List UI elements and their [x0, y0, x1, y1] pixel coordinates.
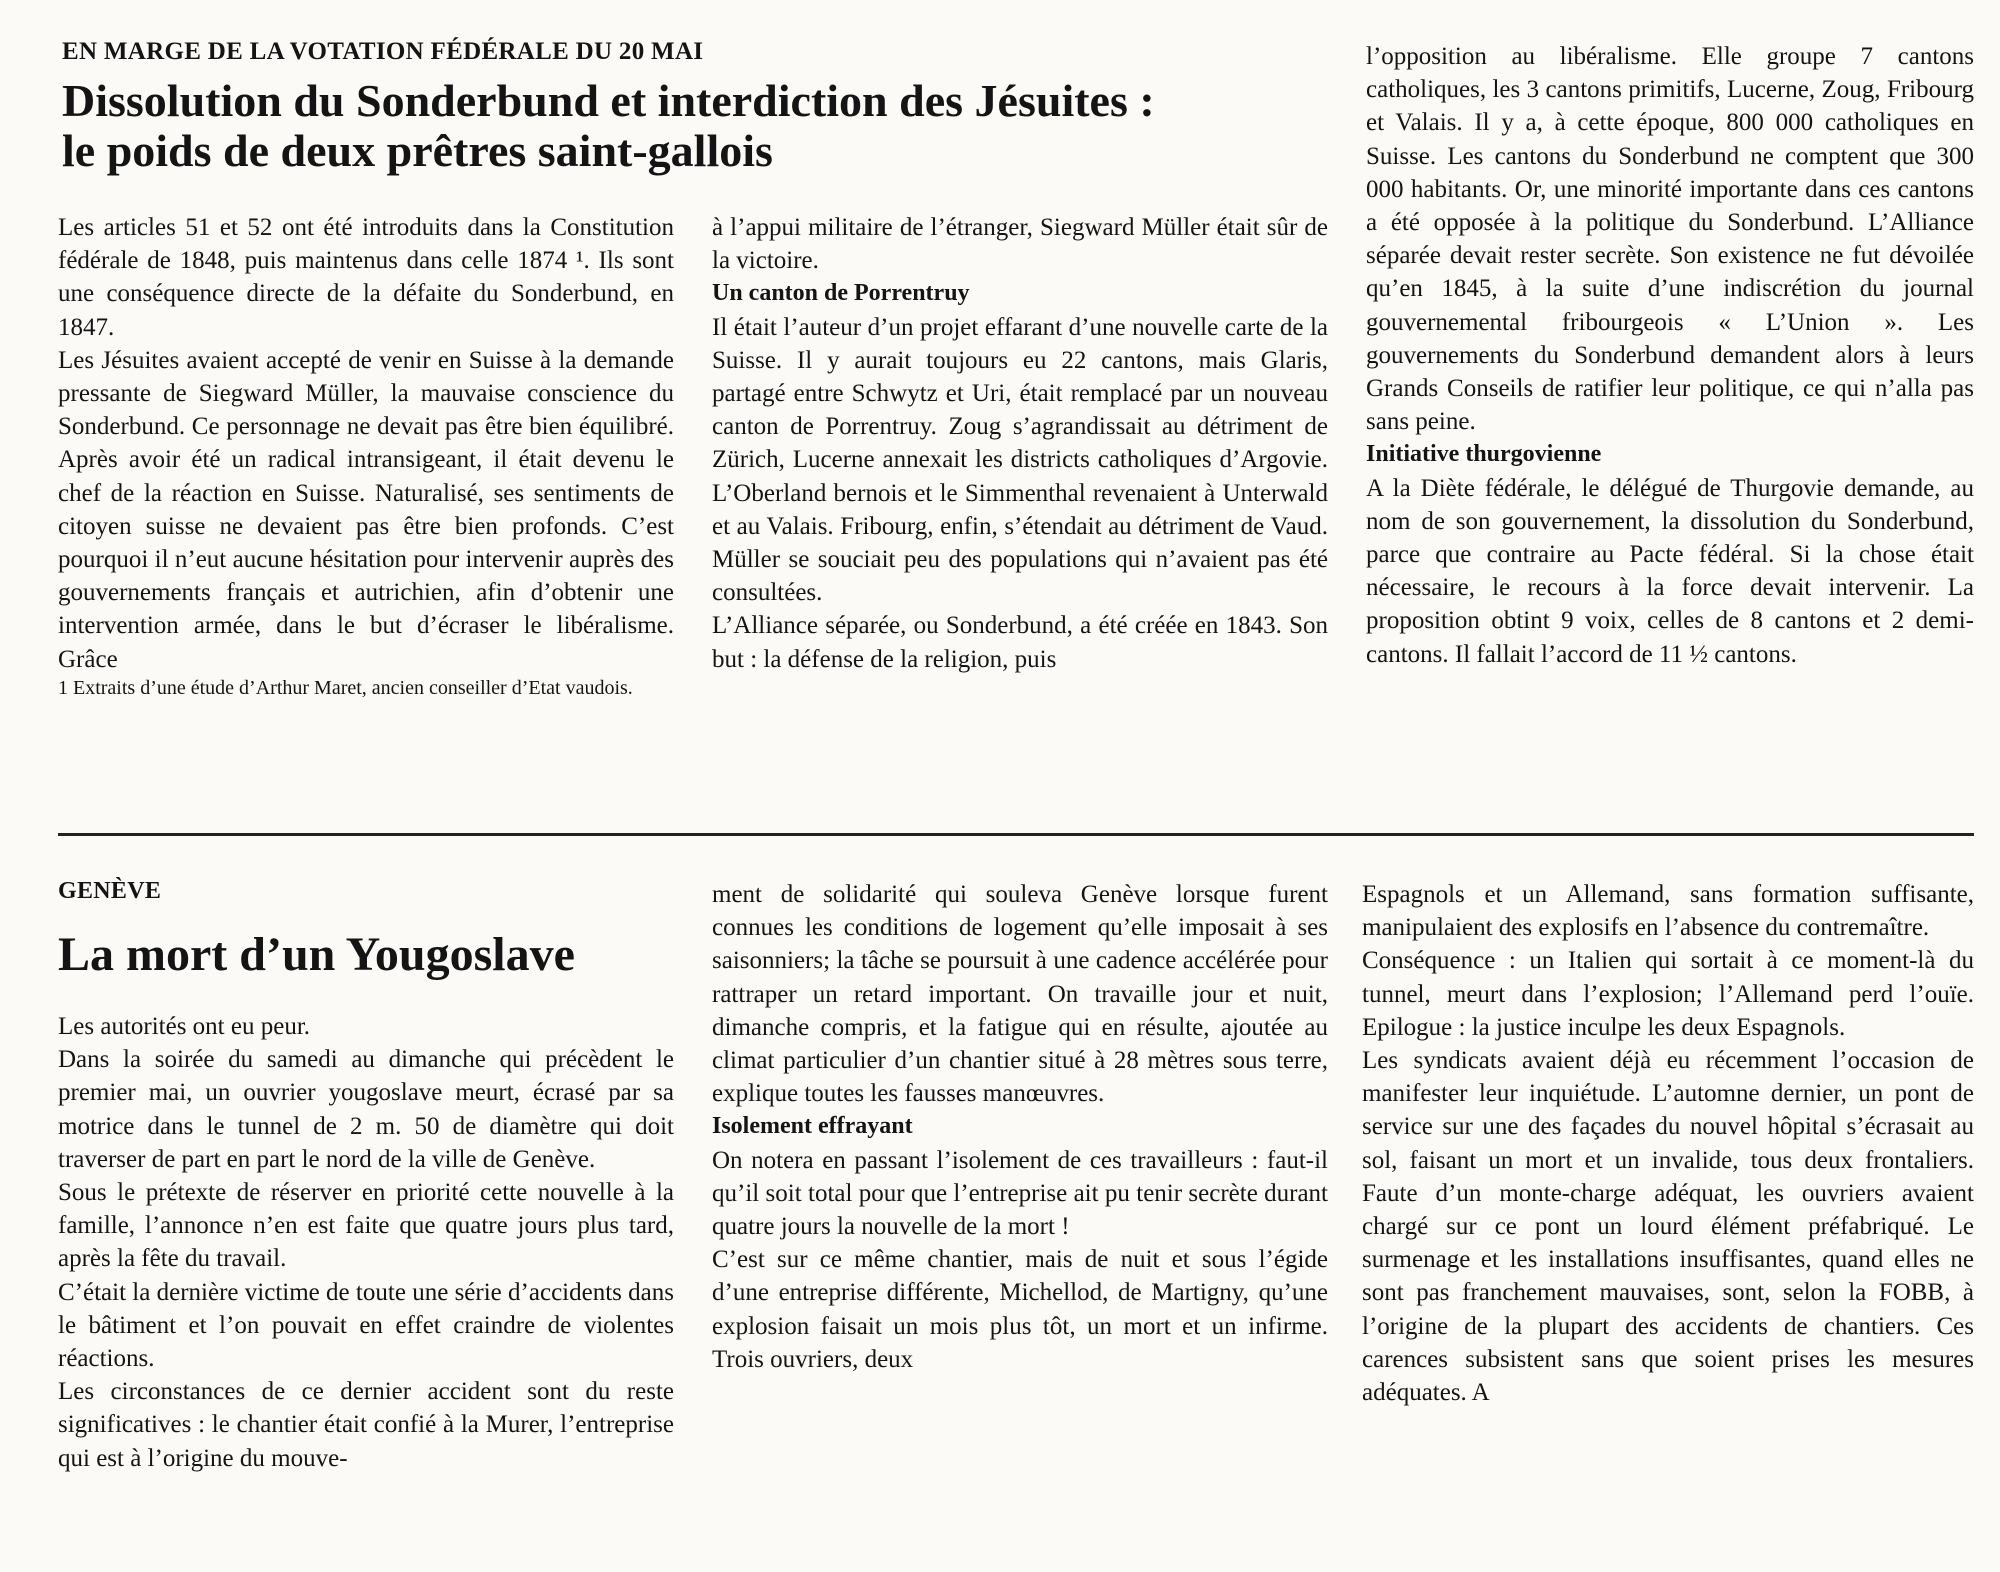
paragraph: C’est sur ce même chantier, mais de nuit et sous l’égide d’une entreprise différente, Michellod, de Martigny, qu’une explosion faisait un mois plus tôt, un mort et un infirme. Trois ouvriers, deux [712, 1246, 1328, 1373]
footnote: 1 Extraits d’une étude d’Arthur Maret, ancien conseiller d’Etat vaudois. [58, 676, 633, 699]
section-subhead: Un canton de Porrentruy [712, 280, 970, 307]
article-yougoslave-column-1 [58, 1010, 674, 1475]
article-yougoslave-column-2 [712, 878, 1328, 1376]
article-title [62, 76, 1352, 175]
paragraph: A la Diète fédérale, le délégué de Thurgovie demande, au nom de son gouvernement, la dissolution du Sonderbund, parce que contraire au Pacte fédéral. Si la chose était nécessaire, le recours à la force devait intervenir. La proposition obtint 9 voix, celles de 8 cantons et 2 demi-cantons. Il fallait l’accord de 11 ½ cantons. [1366, 474, 1974, 668]
paragraph: Sous le prétexte de réserver en priorité cette nouvelle à la famille, l’annonce n’en est faite que quatre jours plus tard, après la fête du travail. [58, 1179, 674, 1273]
article-kicker: EN MARGE DE LA VOTATION FÉDÉRALE DU 20 MAI [62, 38, 704, 65]
article-divider [58, 833, 1974, 836]
article-yougoslave-column-3 [1362, 878, 1974, 1409]
article-yougoslave-header [58, 878, 674, 981]
paragraph: ment de solidarité qui souleva Genève lorsque furent connues les conditions de logement qu’elle imposait à ses saisonniers; la tâche se poursuit à une cadence accélérée pour rattraper un retard important. On travaille jour et nuit, dimanche compris, et la fatigue qui en résulte, ajoutée au climat particulier d’un chantier situé à 28 mètres sous terre, explique toutes les fausses manœuvres. [712, 881, 1328, 1108]
article-title-line-1: Dissolution du Sonderbund et interdiction des Jésuites : [62, 75, 1155, 126]
paragraph: Les circonstances de ce dernier accident sont du reste significatives : le chantier était confié à la Murer, l’entreprise qui est à l’origine du mouve- [58, 1378, 674, 1472]
article-sonderbund-column-3 [1366, 40, 1974, 671]
paragraph: Il était l’auteur d’un projet effarant d’une nouvelle carte de la Suisse. Il y aurait toujours eu 22 cantons, mais Glaris, partagé entre Schwytz et Uri, était remplacé par un nouveau canton de Porrentruy. Zoug s’agrandissait au détriment de Zürich, Lucerne annexait les districts catholiques d’Argovie. L’Oberland bernois et le Simmenthal revenaient à Unterwald et au Valais. Fribourg, enfin, s’étendait au détriment de Vaud. Müller se souciait peu des populations qui n’avaient pas été consultées. [712, 313, 1328, 607]
article-kicker: GENÈVE [58, 878, 162, 904]
article-sonderbund-column-2 [712, 211, 1328, 676]
section-subhead: Isolement effrayant [712, 1113, 913, 1140]
paragraph: L’Alliance séparée, ou Sonderbund, a été créée en 1843. Son but : la défense de la religion, puis [712, 612, 1328, 673]
paragraph: Les articles 51 et 52 ont été introduits dans la Constitution fédérale de 1848, puis maintenus dans celle 1874 ¹. Ils sont une conséquence directe de la défaite du Sonderbund, en 1847. [58, 214, 674, 341]
article-sonderbund-column-1 [58, 211, 674, 700]
paragraph: C’était la dernière victime de toute une série d’accidents dans le bâtiment et l’on pouvait en effet craindre de violentes réactions. [58, 1278, 674, 1373]
article-sonderbund-header [62, 38, 1352, 175]
paragraph: Espagnols et un Allemand, sans formation suffisante, manipulaient des explosifs en l’absence du contremaître. [1362, 881, 1974, 942]
paragraph: à l’appui militaire de l’étranger, Siegward Müller était sûr de la victoire. [712, 214, 1328, 275]
paragraph: Les autorités ont eu peur. [58, 1013, 311, 1040]
section-subhead: Initiative thurgovienne [1366, 441, 1602, 468]
paragraph: Conséquence : un Italien qui sortait à ce moment-là du tunnel, meurt dans l’explosion; l’Allemand perd l’ouïe. Epilogue : la justice inculpe les deux Espagnols. [1362, 947, 1974, 1041]
paragraph: Les Jésuites avaient accepté de venir en Suisse à la demande pressante de Siegward Müller, la mauvaise conscience du Sonderbund. Ce personnage ne devait pas être bien équilibré. Après avoir été un radical intransigeant, il était devenu le chef de la réaction en Suisse. Naturalisé, ses sentiments de citoyen suisse ne devaient pas être bien profonds. C’est pourquoi il n’eut aucune hésitation pour intervenir auprès des gouvernements français et autrichien, afin d’obtenir une intervention armée, dans le but d’écraser le libéralisme. Grâce [58, 346, 674, 673]
article-title-line-2: le poids de deux prêtres saint-gallois [62, 124, 773, 176]
paragraph: Dans la soirée du samedi au dimanche qui précèdent le premier mai, un ouvrier yougoslave meurt, écrasé par sa motrice dans le tunnel de 2 m. 50 de diamètre qui doit traverser de part en part le nord de la ville de Genève. [58, 1046, 674, 1173]
paragraph: Les syndicats avaient déjà eu récemment l’occasion de manifester leur inquiétude. L’automne dernier, un pont de service sur une des façades du nouvel hôpital s’écrasait au sol, faisant un mort et un invalide, tous deux frontaliers. Faute d’un monte-charge adéquat, les ouvriers avaient chargé sur ce pont un lourd élément préfabriqué. Le surmenage et les installations insuffisantes, quand elles ne sont pas franchement mauvaises, sont, selon la FOBB, à l’origine de la plupart des accidents de chantiers. Ces carences subsistent sans que soient prises les mesures adéquates. A [1362, 1047, 1974, 1407]
article-title: La mort d’un Yougoslave [58, 928, 575, 981]
paragraph: On notera en passant l’isolement de ces travailleurs : faut-il qu’il soit total pour que l’entreprise ait pu tenir secrète durant quatre jours la nouvelle de la mort ! [712, 1146, 1328, 1241]
paragraph: l’opposition au libéralisme. Elle groupe 7 cantons catholiques, les 3 cantons primitifs, Lucerne, Zoug, Fribourg et Valais. Il y a, à cette époque, 800 000 catholiques en Suisse. Les cantons du Sonderbund ne comptent que 300 000 habitants. Or, une minorité importante dans ces cantons a été opposée à la politique du Sonderbund. L’Alliance séparée devait rester secrète. Son existence ne fut dévoilée qu’en 1845, à la suite d’une indiscrétion du journal gouvernemental fribourgeois « L’Union ». Les gouvernements du Sonderbund demandent alors à leurs Grands Conseils de ratifier leur politique, ce qui n’alla pas sans peine. [1366, 43, 1974, 436]
